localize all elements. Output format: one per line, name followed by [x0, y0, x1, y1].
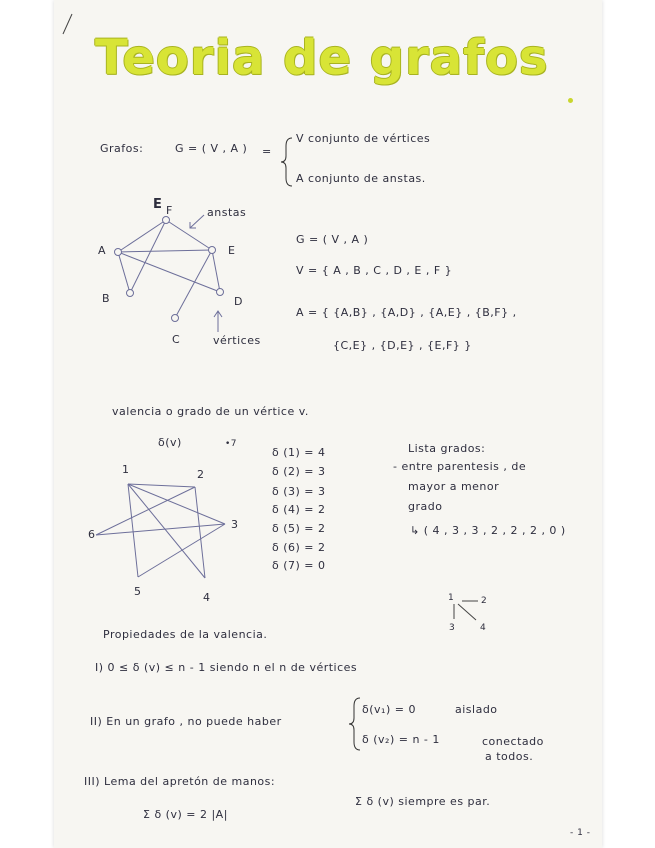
page-title: Teoria de grafos — [95, 30, 549, 86]
node-1: 1 — [122, 463, 130, 476]
node-4: 4 — [203, 591, 211, 604]
grafos-eq: = — [262, 145, 272, 158]
mini-node-1: 1 — [448, 593, 455, 603]
node-label-b: B — [102, 292, 111, 305]
mini-node-3: 3 — [449, 623, 456, 633]
lista-result: ↳ ( 4 , 3 , 3 , 2 , 2 , 2 , 0 ) — [410, 524, 566, 537]
vertices-annotation: vértices — [213, 334, 261, 347]
node-2: 2 — [197, 468, 205, 481]
set-a-line1: A = { {A,B} , {A,D} , {A,E} , {B,F} , — [296, 306, 517, 319]
prop-2a-result: aislado — [455, 703, 498, 716]
grafos-a: A conjunto de anstas. — [296, 172, 426, 185]
degree-row: δ (3) = 3 — [272, 485, 326, 498]
node-label-d: D — [234, 295, 243, 308]
mini-node-4: 4 — [480, 623, 487, 633]
grafos-label: Grafos: — [100, 142, 144, 155]
node-6: 6 — [88, 528, 96, 541]
mini-node-2: 2 — [481, 596, 488, 606]
prop-2a: δ(v₁) = 0 — [362, 703, 416, 716]
node-label-c: C — [172, 333, 181, 346]
props-heading: Propiedades de la valencia. — [103, 628, 268, 641]
prop-2b: δ (v₂) = n - 1 — [362, 733, 440, 746]
node-label-f: F — [166, 204, 173, 217]
node-5: 5 — [134, 585, 142, 598]
set-g: G = ( V , A ) — [296, 233, 369, 246]
prop-2b-result-2: a todos. — [485, 750, 534, 763]
prop-3b: Σ δ (v) siempre es par. — [355, 795, 491, 808]
grafos-v: V conjunto de vértices — [296, 132, 431, 145]
degree-row: δ (7) = 0 — [272, 559, 326, 572]
degree-row: δ (5) = 2 — [272, 522, 326, 535]
node-label-a: A — [98, 244, 107, 257]
lista-line3: grado — [408, 500, 443, 513]
page-number: - 1 - — [570, 828, 591, 838]
delta-note: •7 — [225, 439, 238, 449]
degree-row: δ (1) = 4 — [272, 446, 326, 459]
lista-line1: - entre parentesis , de — [393, 460, 527, 473]
valencia-heading: valencia o grado de un vértice v. — [112, 405, 309, 418]
prop-2: II) En un grafo , no puede haber — [90, 715, 282, 728]
anstas-annotation: anstas — [207, 206, 247, 219]
set-a-line2: {C,E} , {D,E} , {E,F} } — [333, 339, 472, 352]
degree-row: δ (6) = 2 — [272, 541, 326, 554]
lista-title: Lista grados: — [408, 442, 486, 455]
prop-3: III) Lema del apretón de manos: — [84, 775, 276, 788]
node-3: 3 — [231, 518, 239, 531]
prop-3a: Σ δ (v) = 2 |A| — [143, 808, 228, 821]
prop-1: I) 0 ≤ δ (v) ≤ n - 1 siendo n el n de vértices — [95, 661, 358, 674]
grafos-def: G = ( V , A ) — [175, 142, 248, 155]
set-v: V = { A , B , C , D , E , F } — [296, 264, 453, 277]
delta-v: δ(v) — [158, 436, 182, 449]
degree-row: δ (2) = 3 — [272, 465, 326, 478]
node-label-e: E — [228, 244, 236, 257]
lista-line2: mayor a menor — [408, 480, 500, 493]
prop-2b-result: conectado — [482, 735, 544, 748]
degree-row: δ (4) = 2 — [272, 503, 326, 516]
node-label-big-e: E — [153, 197, 163, 212]
